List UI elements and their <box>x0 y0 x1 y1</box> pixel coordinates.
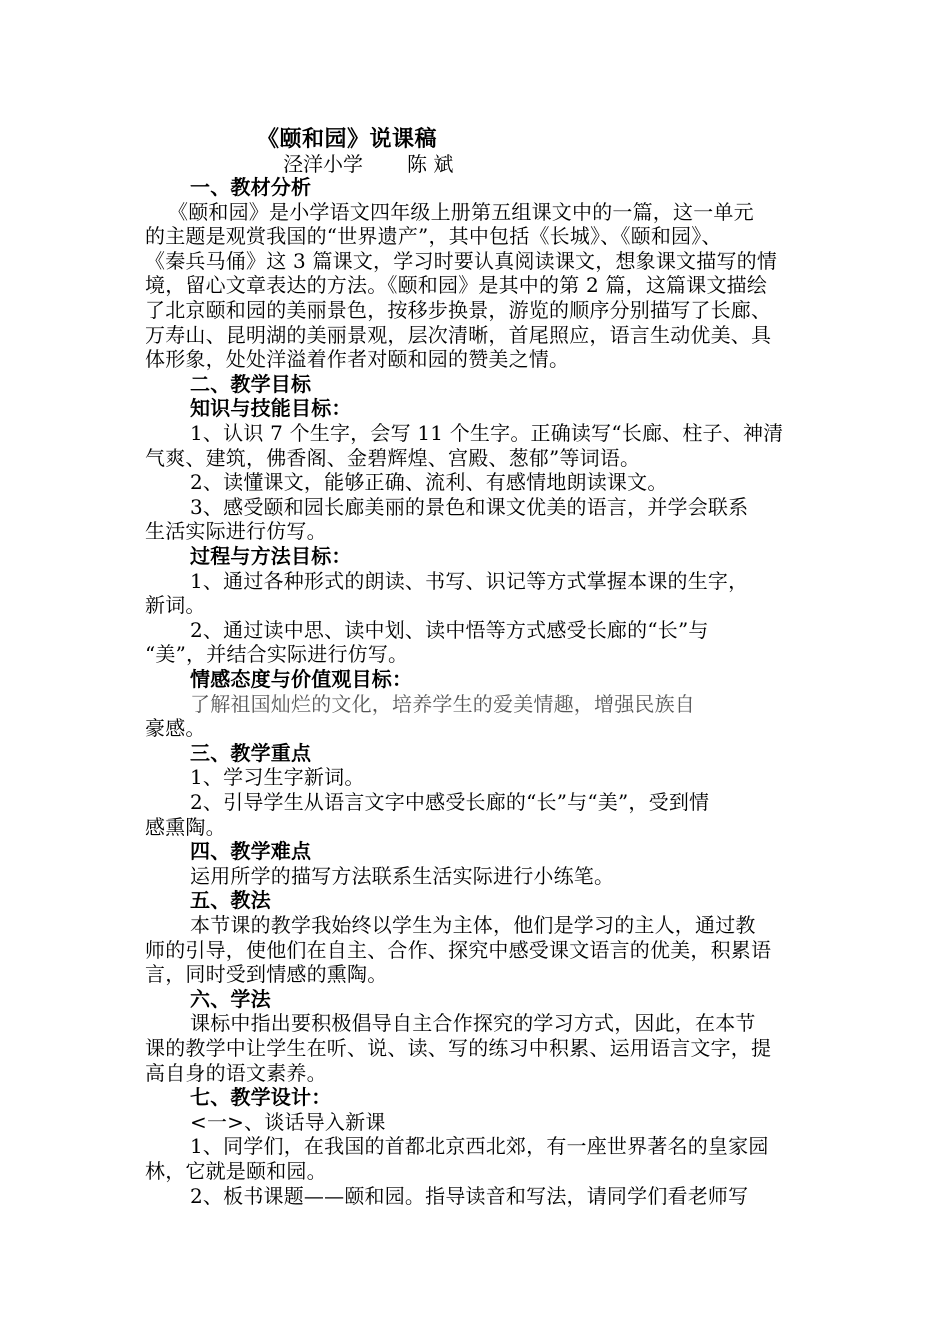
author-name: 陈 斌 <box>407 152 454 176</box>
paragraph-line: 新词。 <box>145 593 206 618</box>
paragraph-line: 《颐和园》是小学语文四年级上册第五组课文中的一篇，这一单元 <box>168 199 754 224</box>
paragraph-line: 生活实际进行仿写。 <box>145 519 327 544</box>
paragraph-line: 1、通过各种形式的朗读、书写、识记等方式掌握本课的生字， <box>190 568 749 593</box>
section-heading: 二、教学目标 <box>190 371 312 396</box>
paragraph-line: 豪感。 <box>145 716 206 741</box>
paragraph-line: 1、学习生字新词。 <box>190 765 365 790</box>
paragraph-line: 2、读懂课文，能够正确、流利、有感情地朗读课文。 <box>190 470 668 495</box>
paragraph-line: 的主题是观赏我国的“世界遗产”，其中包括《长城》、《颐和园》、 <box>145 224 722 249</box>
paragraph-line: 《秦兵马俑》这 3 篇课文，学习时要认真阅读课文，想象课文描写的情 <box>145 248 778 273</box>
paragraph-line: 师的引导，使他们在自主、合作、探究中感受课文语言的优美，积累语 <box>145 937 772 962</box>
paragraph-line: 课标中指出要积极倡导自主合作探究的学习方式，因此，在本节 <box>190 1011 756 1036</box>
section-heading: 三、教学重点 <box>190 740 312 765</box>
author-line <box>283 148 453 177</box>
paragraph-line: 高自身的语文素养。 <box>145 1060 327 1085</box>
paragraph-line: 万寿山、昆明湖的美丽景观，层次清晰，首尾照应，语言生动优美、具 <box>145 322 772 347</box>
paragraph-line: 感熏陶。 <box>145 814 226 839</box>
paragraph-line: 了北京颐和园的美丽景色，按移步换景，游览的顺序分别描写了长廊、 <box>145 298 772 322</box>
section-heading: 六、学法 <box>190 986 271 1011</box>
section-heading: 过程与方法目标： <box>190 544 352 568</box>
paragraph-line: 2、板书课题——颐和园。指导读音和写法，请同学们看老师写 <box>190 1183 749 1208</box>
paragraph-line: 2、通过读中思、读中划、读中悟等方式感受长廊的“长”与 <box>190 617 709 642</box>
paragraph-line: 1、同学们，在我国的首都北京西北郊，有一座世界著名的皇家园 <box>190 1134 769 1159</box>
paragraph-line: 言，同时受到情感的熏陶。 <box>145 962 388 987</box>
paragraph-line: 体形象，处处洋溢着作者对颐和园的赞美之情。 <box>145 347 570 372</box>
paragraph-line: 气爽、建筑，佛香阁、金碧辉煌、宫殿、葱郁”等词语。 <box>145 445 641 470</box>
paragraph-line: 1、认识 7 个生字，会写 11 个生字。正确读写“长廊、柱子、神清 <box>190 421 784 445</box>
section-heading: 五、教法 <box>190 888 271 913</box>
author-school: 泾洋小学 <box>283 152 363 176</box>
section-heading: 知识与技能目标： <box>190 396 352 421</box>
section-heading: 四、教学难点 <box>190 839 312 864</box>
section-heading: 情感态度与价值观目标： <box>190 667 413 691</box>
page-title: 《颐和园》说课稿 <box>257 126 438 152</box>
paragraph-line: 3、感受颐和园长廊美丽的景色和课文优美的语言，并学会联系 <box>190 494 749 519</box>
paragraph-line: 课的教学中让学生在听、说、读、写的练习中积累、运用语言文字，提 <box>145 1036 772 1060</box>
paragraph-line: <一>、谈话导入新课 <box>190 1109 386 1134</box>
paragraph-line: 2、引导学生从语言文字中感受长廊的“长”与“美”，受到情 <box>190 790 710 814</box>
paragraph-line: “美”，并结合实际进行仿写。 <box>145 642 409 667</box>
paragraph-line: 境，留心文章表达的方法。《颐和园》是其中的第 2 篇，这篇课文描绘 <box>145 273 768 298</box>
section-heading: 七、教学设计： <box>190 1085 332 1110</box>
paragraph-line: 林，它就是颐和园。 <box>145 1159 327 1183</box>
paragraph-line: 本节课的教学我始终以学生为主体，他们是学习的主人，通过教 <box>190 913 756 937</box>
paragraph-line: 了解祖国灿烂的文化，培养学生的爱美情趣，增强民族自 <box>190 691 695 716</box>
section-heading: 一、教材分析 <box>190 175 312 199</box>
paragraph-line: 运用所学的描写方法联系生活实际进行小练笔。 <box>190 863 615 888</box>
